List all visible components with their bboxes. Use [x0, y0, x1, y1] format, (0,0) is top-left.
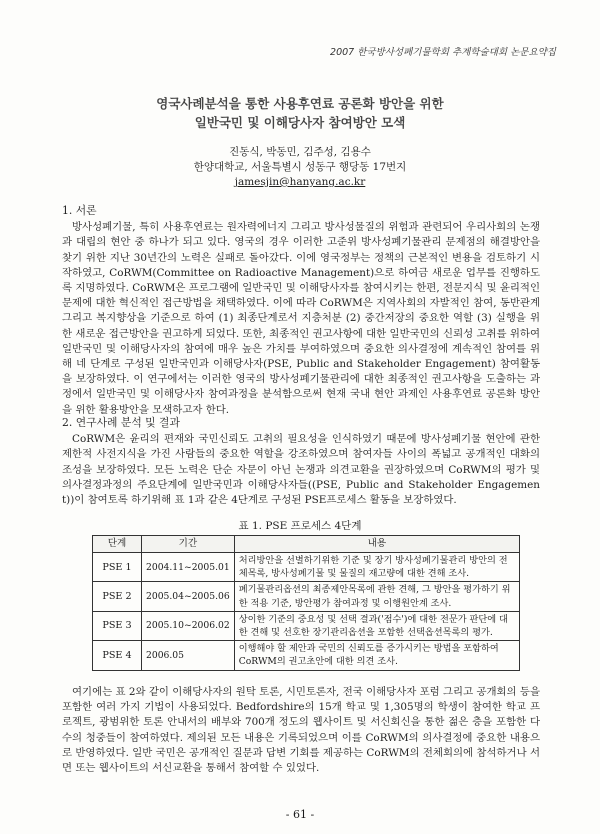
period-cell: 2006.05: [142, 641, 235, 670]
paper-title-line1: 영국사례분석을 통한 사용후연료 공론화 방안을 위한: [156, 96, 444, 111]
table-row: [93, 641, 520, 670]
column-header-period: 기간: [142, 536, 235, 553]
section-introduction: [62, 203, 540, 418]
table-row: [93, 553, 520, 582]
pse-table: [92, 535, 520, 671]
author-email[interactable]: jamesjin@hanyang.ac.kr: [234, 176, 366, 188]
period-cell: 2005.04~2005.06: [142, 582, 235, 611]
section-title: 2. 연구사례 분석 및 결과: [62, 416, 180, 429]
content-cell: 이행해야 할 제안과 국민의 신뢰도를 증가시키는 방법을 포함하여 CoRWM의 권고초안에 대한 의견 조사.: [234, 641, 519, 670]
section-case-analysis: [62, 415, 540, 508]
proceedings-header: 2007 한국방사성폐기물학회 추계학술대회 논문요약집: [330, 47, 556, 58]
section-body: CoRWM은 윤리의 편재와 국민신뢰도 고취의 필요성을 인식하였기 때문에 방사성폐기물 현안에 관한 제한적 사전지식을 가진 사람들의 중요한 역할을 강조하였으며 참여자들 사이의 폭넓고 공개적인 대화의 조성을 보장하였다. 모든 노력은 단순 자문이 아닌 논쟁과 의견교환을 권장하였으며 CoRWM의 평가 및 의사결정과정의 주요단계에 일반국민과 이해당사자들((PSE, Public and Stakeholder Engagement))이 참여토록 하기위해 표 1과 같은 4단계로 구성된 PSE프로세스 활동을 보장하였다.: [62, 433, 540, 507]
section-body: 여기에는 표 2와 같이 이해당사자의 원탁 토론, 시민토론자, 전국 이해당사자 포럼 그리고 공개회의 등을 포함한 여러 가지 기법이 사용되었다. Bedfordshire의 15개 학교 및 1,305명의 학생이 참여한 학교 프로젝트, 광범위한 토론 안내서의 배부와 700개 정도의 웹사이트 및 서신회신을 통한 젊은 층을 포함한 다수의 청중들이 참여하였다. 제의된 모든 내용은 기록되었으며 이를 CoRWM의 의사결정에 중요한 내용으로 반영하였다. 일반 국민은 공개적인 질문과 답변 기회를 제공하는 CoRWM의 전체회의에 참석하거나 서면 또는 웹사이트의 서신교환을 통해서 참여할 수 있었다.: [62, 686, 540, 775]
section-case-analysis-continued: [62, 685, 540, 776]
column-header-content: 내용: [234, 536, 519, 553]
paper-title-line2: 일반국민 및 이해당사자 참여방안 모색: [194, 115, 406, 130]
period-cell: 2005.10~2006.02: [142, 611, 235, 640]
author-names: 진동식, 박동민, 김주성, 김용수: [229, 146, 371, 158]
content-cell: 처리방안을 선별하기위한 기준 및 장기 방사성폐기물관리 방안의 전체목록, 방사성폐기물 및 물질의 재고량에 대한 견해 조사.: [234, 553, 519, 582]
table-row: [93, 611, 520, 640]
section-body: 방사성폐기물, 특히 사용후연료는 원자력에너지 그리고 방사성물질의 위험과 관련되어 우리사회의 논쟁과 대립의 현안 중 하나가 되고 있다. 영국의 경우 이러한 고준위 방사성폐기물관리 문제점의 해결방안을 찾기 위한 지난 30년간의 노력은 실패로 돌아갔다. 이에 영국정부는 정책의 근본적인 변용을 검토하기 시작하였고, CoRWM(Committee on Radioactive Management)으로 하여금 새로운 업무를 진행하도록 지명하였다. CoRWM은 프로그램에 일반국민 및 이해당사자를 참여시키는 한편, 전문지식 및 윤리적인 문제에 대한 혁신적인 접근방법을 채택하였다. 이에 따라 CoRWM은 지역사회의 자발적인 참여, 동반관계 그리고 복지향상을 기준으로 하여 (1) 최종단계로서 지층처분 (2) 중간저장의 중요한 역할 (3) 실행을 위한 새로운 접근방안을 권고하게 되었다. 또한, 최종적인 권고사항에 대한 일반국민의 신뢰성 고취를 위하여 일반국민 및 이해당사자의 참여에 매우 높은 가치를 부여하였으며 중요한 의사결정에 계속적인 참여를 위해 네 단계로 구성된 일반국민과 이해당사자(PSE, Public and Stakeholder Engagement) 참여활동을 보장하였다. 이 연구에서는 이러한 영국의 방사성폐기물관리에 대한 최종적인 권고사항을 도출하는 과정에서 일반국민 및 이해당사자 참여과정을 분석함으로써 현재 국내 현안 과제인 사용후연료 공론화 방안을 위한 활용방안을 모색하고자 한다.: [62, 221, 540, 416]
section-title: 1. 서론: [62, 204, 97, 217]
table-header-row: [93, 536, 520, 553]
page-number: - 61 -: [285, 808, 315, 821]
paper-title: [0, 94, 600, 132]
author-affiliation: 한양대학교, 서울특별시 성동구 행당동 17번지: [193, 161, 407, 173]
stage-cell: PSE 1: [93, 553, 142, 582]
stage-cell: PSE 2: [93, 582, 142, 611]
table-caption: 표 1. PSE 프로세스 4단계: [238, 520, 362, 532]
table-row: [93, 582, 520, 611]
author-block: [0, 145, 600, 190]
content-cell: 상이한 기준의 중요성 및 선택 결과('점수')에 대한 전문가 판단에 대한 견해 및 선호한 장기관리옵션을 포함한 선택옵션목록의 평가.: [234, 611, 519, 640]
content-cell: 폐기물관리옵션의 최종제안목록에 관한 견해, 그 방안을 평가하기 위한 적용 기준, 방안평가 참여과정 및 이행원안계 조사.: [234, 582, 519, 611]
stage-cell: PSE 3: [93, 611, 142, 640]
column-header-stage: 단계: [93, 536, 142, 553]
period-cell: 2004.11~2005.01: [142, 553, 235, 582]
stage-cell: PSE 4: [93, 641, 142, 670]
